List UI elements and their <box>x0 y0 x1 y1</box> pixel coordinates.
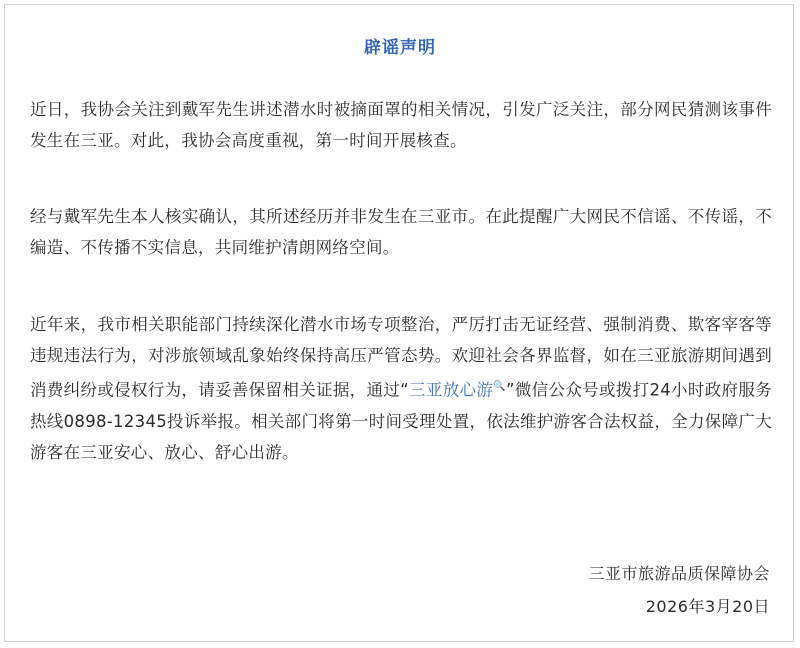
paragraph-3-text-after: 微信公众号或拨打24小时政府服务热线0898-12345投诉举报。相关部门将第一时间受理处置，依法维护游客合法权益，全力保障广大游客在三亚安心、放心、舒心出游。 <box>30 380 772 462</box>
document-title: 辟谣声明 <box>364 38 436 58</box>
signature-organization: 三亚市旅游品质保障协会 <box>588 564 770 583</box>
paragraph-1: 近日，我协会关注到戴军先生讲述潜水时被摘面罩的相关情况，引发广泛关注，部分网民猜测该事件发生在三亚。对此，我协会高度重视，第一时间开展核查。 <box>30 100 772 150</box>
signature-date: 2026年3月20日 <box>645 597 770 616</box>
paragraph-3 <box>30 309 772 468</box>
quote-close: ” <box>505 380 515 400</box>
paragraph-3-text-before: 近年来，我市相关职能部门持续深化潜水市场专项整治，严厉打击无证经营、强制消费、欺客宰客等违规违法行为，对涉旅领域乱象始终保持高压严管态势。欢迎社会各界监督，如在三亚旅游期间遇到消费纠纷或侵权行为，请妥善保留相关证据，通过 <box>30 315 772 400</box>
paragraph-2: 经与戴军先生本人核实确认，其所述经历并非发生在三亚市。在此提醒广大网民不信谣、不传谣，不编造、不传播不实信息，共同维护清朗网络空间。 <box>30 207 772 257</box>
sanya-fangxinyou-link[interactable]: 三亚放心游 <box>409 380 494 400</box>
quote-open: “ <box>400 380 410 400</box>
search-icon: 🔍 <box>493 381 506 392</box>
